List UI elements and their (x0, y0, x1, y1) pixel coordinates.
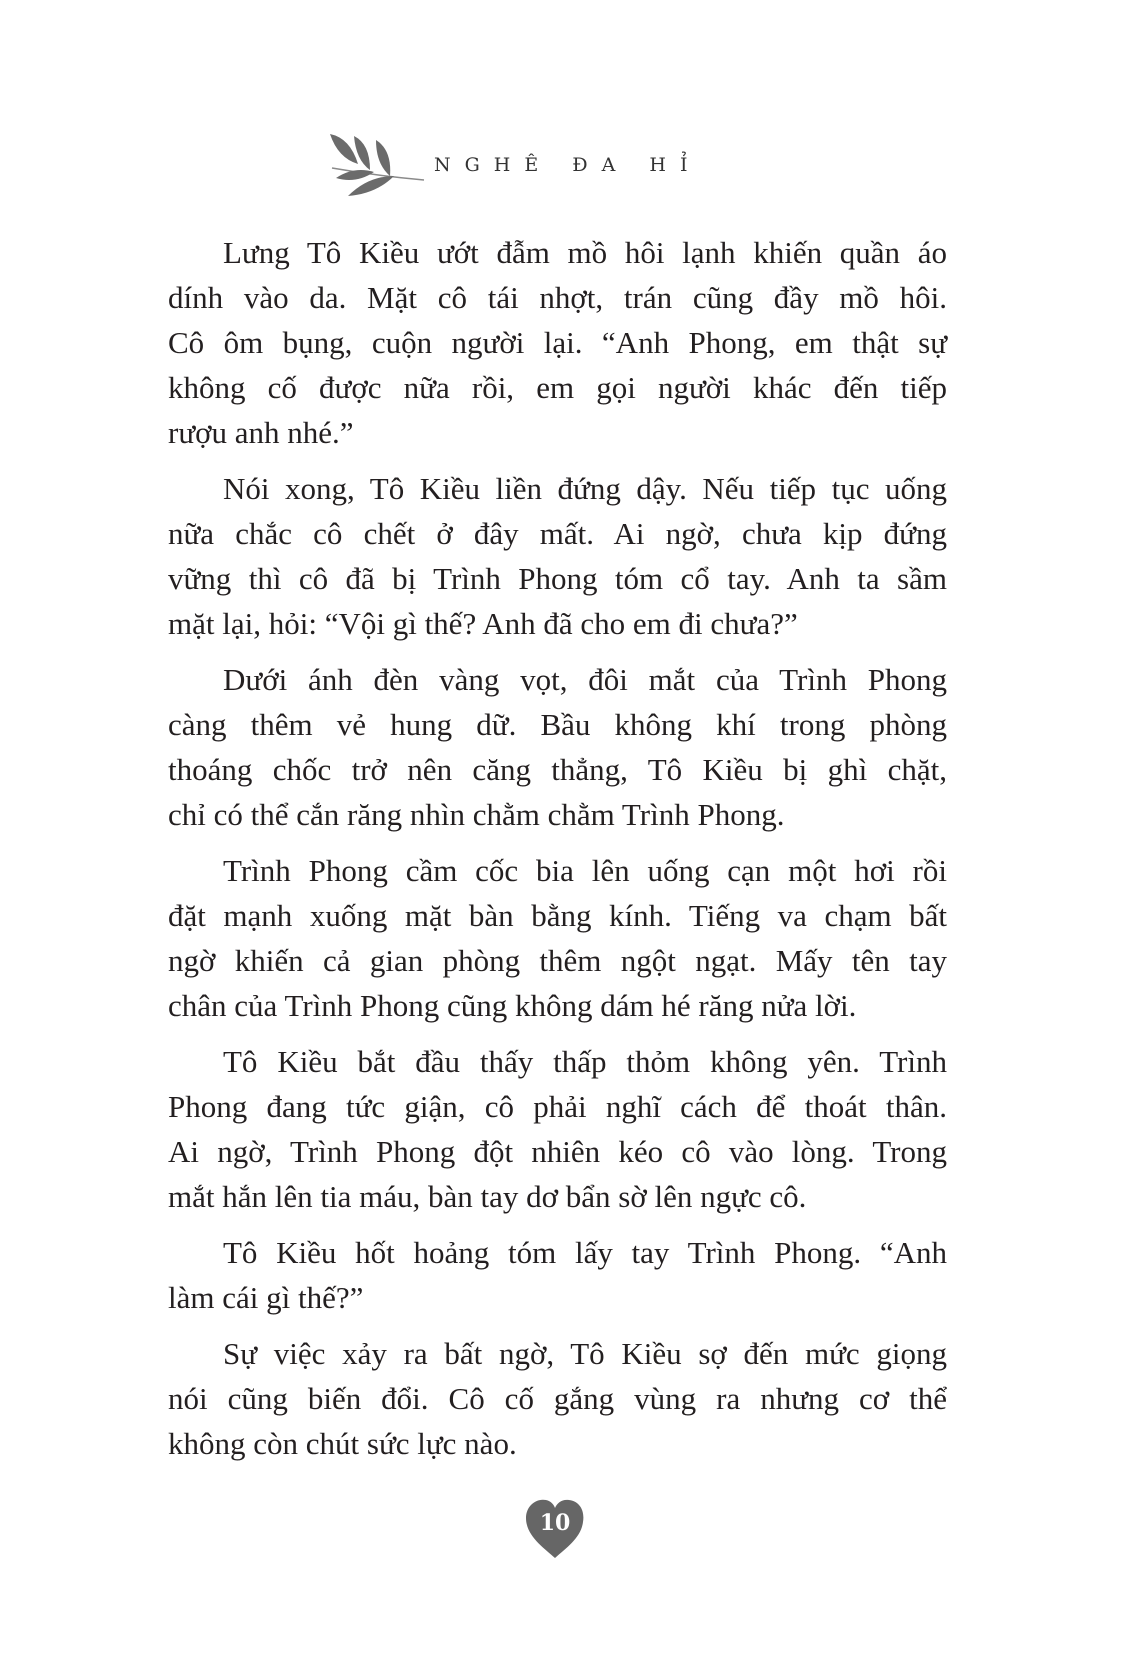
running-header (328, 132, 728, 196)
text-line: dính vào da. Mặt cô tái nhợt, trán cũng đầy mồ hôi. (168, 280, 947, 315)
page-number: 10 (539, 1510, 571, 1536)
paragraph (168, 466, 947, 646)
text-line: chân của Trình Phong cũng không dám hé răng nửa lời. (168, 988, 857, 1023)
text-line: Tô Kiều hốt hoảng tóm lấy tay Trình Phong. “Anh (223, 1235, 947, 1270)
text-line: nói cũng biến đổi. Cô cố gắng vùng ra nhưng cơ thể (168, 1381, 947, 1416)
text-line: càng thêm vẻ hung dữ. Bầu không khí trong phòng (168, 707, 947, 742)
page-number-badge (524, 1498, 586, 1560)
paragraph (168, 1230, 947, 1320)
text-line: mặt lại, hỏi: “Vội gì thế? Anh đã cho em đi chưa?” (168, 606, 798, 641)
paragraph (168, 1039, 947, 1219)
paragraph (168, 657, 947, 837)
text-line: Trình Phong cầm cốc bia lên uống cạn một hơi rồi (223, 853, 947, 888)
leaf-branch-icon (328, 132, 428, 196)
body-text (168, 230, 947, 1477)
text-line: làm cái gì thế?” (168, 1280, 364, 1315)
text-line: chỉ có thể cắn răng nhìn chằm chằm Trình Phong. (168, 797, 785, 832)
text-line: nữa chắc cô chết ở đây mất. Ai ngờ, chưa kịp đứng (168, 516, 947, 551)
text-line: vững thì cô đã bị Trình Phong tóm cổ tay. Anh ta sầm (168, 561, 947, 596)
text-line: Phong đang tức giận, cô phải nghĩ cách để thoát thân. (168, 1089, 947, 1124)
text-line: Dưới ánh đèn vàng vọt, đôi mắt của Trình Phong (223, 662, 947, 697)
text-line: Sự việc xảy ra bất ngờ, Tô Kiều sợ đến mức giọng (223, 1336, 947, 1371)
running-title: NGHÊ ĐA HỈ (434, 154, 702, 176)
text-line: Cô ôm bụng, cuộn người lại. “Anh Phong, em thật sự (168, 325, 947, 360)
text-line: không còn chút sức lực nào. (168, 1426, 517, 1461)
text-line: mắt hắn lên tia máu, bàn tay dơ bẩn sờ lên ngực cô. (168, 1179, 807, 1214)
text-line: đặt mạnh xuống mặt bàn bằng kính. Tiếng va chạm bất (168, 898, 947, 933)
text-line: Tô Kiều bắt đầu thấy thấp thỏm không yên. Trình (223, 1044, 947, 1079)
text-line: Ai ngờ, Trình Phong đột nhiên kéo cô vào lòng. Trong (168, 1134, 947, 1169)
paragraph (168, 848, 947, 1028)
text-line: không cố được nữa rồi, em gọi người khác đến tiếp (168, 370, 947, 405)
text-line: rượu anh nhé.” (168, 415, 354, 450)
paragraph (168, 1331, 947, 1466)
text-line: ngờ khiến cả gian phòng thêm ngột ngạt. Mấy tên tay (168, 943, 947, 978)
text-line: Lưng Tô Kiều ướt đẫm mồ hôi lạnh khiến quần áo (223, 235, 947, 270)
paragraph (168, 230, 947, 455)
text-line: Nói xong, Tô Kiều liền đứng dậy. Nếu tiếp tục uống (223, 471, 947, 506)
text-line: thoáng chốc trở nên căng thẳng, Tô Kiều bị ghì chặt, (168, 752, 947, 787)
